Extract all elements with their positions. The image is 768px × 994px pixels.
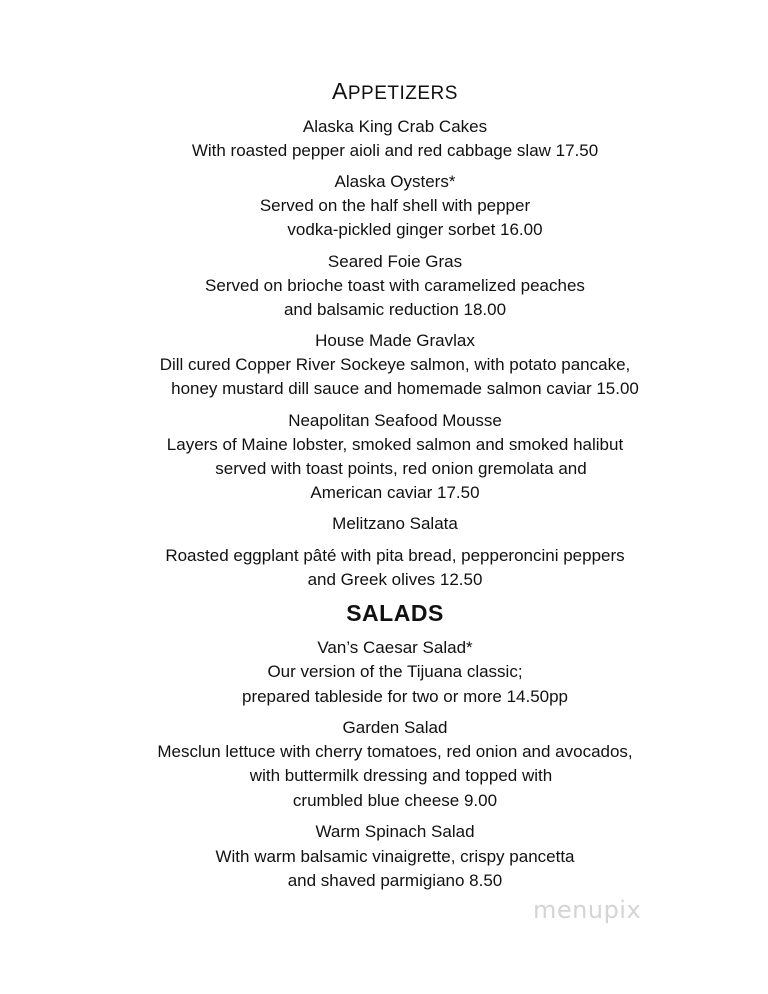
menupix-watermark: menupix [533, 896, 642, 924]
item-name: House Made Gravlax [315, 331, 475, 350]
item-description: served with toast points, red onion gremolata and [215, 459, 587, 478]
appetizers-heading-initial: A [332, 78, 348, 104]
item-description: American caviar 17.50 [310, 483, 480, 502]
appetizers-heading-rest: PPETIZERS [347, 83, 458, 104]
item-description: Served on the half shell with pepper [259, 196, 531, 215]
item-name: Van’s Caesar Salad* [317, 638, 473, 657]
item-name: Melitzano Salata [332, 514, 458, 533]
item-description: Layers of Maine lobster, smoked salmon and smoked halibut [166, 435, 624, 454]
item-name: Alaska Oysters* [334, 172, 456, 191]
item-name: Seared Foie Gras [327, 252, 463, 271]
salads-heading: SALADS [346, 600, 444, 626]
item-description: and Greek olives 12.50 [307, 570, 483, 589]
item-description: Served on brioche toast with caramelized peaches [205, 276, 585, 295]
item-name: Neapolitan Seafood Mousse [288, 411, 502, 430]
item-description: With roasted pepper aioli and red cabbage slaw 17.50 [191, 141, 599, 160]
item-description: with buttermilk dressing and topped with [249, 766, 553, 785]
item-description: Roasted eggplant pâté with pita bread, pepperoncini peppers [165, 546, 625, 565]
item-name: Warm Spinach Salad [315, 822, 475, 841]
item-description: vodka-pickled ginger sorbet 16.00 [287, 220, 543, 239]
item-name: Garden Salad [342, 718, 448, 737]
item-description: honey mustard dill sauce and homemade salmon caviar 15.00 [171, 379, 639, 398]
item-name: Alaska King Crab Cakes [302, 117, 488, 136]
item-description: Our version of the Tijuana classic; [267, 662, 523, 681]
item-description: crumbled blue cheese 9.00 [292, 791, 498, 810]
item-description: With warm balsamic vinaigrette, crispy pancetta [215, 847, 575, 866]
appetizers-heading [0, 78, 768, 105]
item-description: and shaved parmigiano 8.50 [287, 871, 503, 890]
item-description: and balsamic reduction 18.00 [283, 300, 507, 319]
item-description: prepared tableside for two or more 14.50pp [241, 687, 569, 706]
item-description: Dill cured Copper River Sockeye salmon, with potato pancake, [159, 355, 631, 374]
item-description: Mesclun lettuce with cherry tomatoes, red onion and avocados, [157, 742, 633, 761]
